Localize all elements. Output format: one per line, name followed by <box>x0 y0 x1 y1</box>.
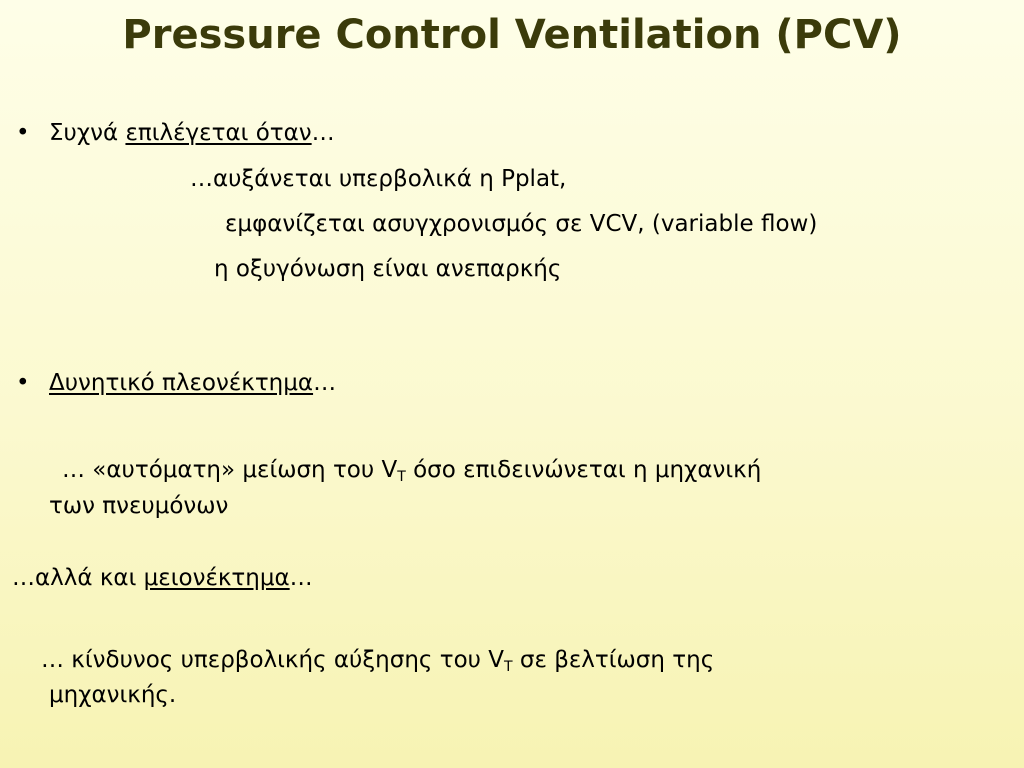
section3-underlined: μειονέκτημα <box>143 565 290 591</box>
section3-detail-post: σε βελτίωση της <box>512 647 715 673</box>
section3-detail-pre: … κίνδυνος υπερβολικής αύξησης του V <box>41 647 504 673</box>
section1-heading <box>49 118 335 148</box>
section1-underlined: επιλέγεται όταν <box>125 120 312 146</box>
section2-heading <box>49 368 336 398</box>
section3-trail: … <box>289 565 313 591</box>
section1-item: η οξυγόνωση είναι ανεπαρκής <box>214 256 562 282</box>
section2-detail-pre: … «αυτόματη» μείωση του V <box>62 457 398 483</box>
section2-detail-line2: των πνευμόνων <box>49 493 229 519</box>
section3-lead: …αλλά και <box>12 565 144 591</box>
section2-detail-post: όσο επιδεινώνεται η μηχανική <box>405 457 762 483</box>
section2-detail-sub: T <box>397 469 406 485</box>
slide-title: Pressure Control Ventilation (PCV) <box>122 12 902 58</box>
section2-trail: … <box>313 370 337 396</box>
section3-detail-sub: T <box>504 659 513 675</box>
bullet-marker: • <box>16 120 30 146</box>
section2-underlined: Δυνητικό πλεονέκτημα <box>49 370 314 396</box>
section3-heading <box>12 563 313 593</box>
section3-detail <box>41 645 714 675</box>
bullet-marker: • <box>16 370 30 396</box>
section1-item: εμφανίζεται ασυγχρονισμός σε VCV, (variable flow) <box>225 211 818 237</box>
section1-trail: … <box>311 120 335 146</box>
section3-detail-line2: μηχανικής. <box>49 682 177 708</box>
section2-detail <box>62 455 761 485</box>
section1-item: …αυξάνεται υπερβολικά η Pplat, <box>190 166 567 192</box>
section1-lead: Συχνά <box>49 120 126 146</box>
